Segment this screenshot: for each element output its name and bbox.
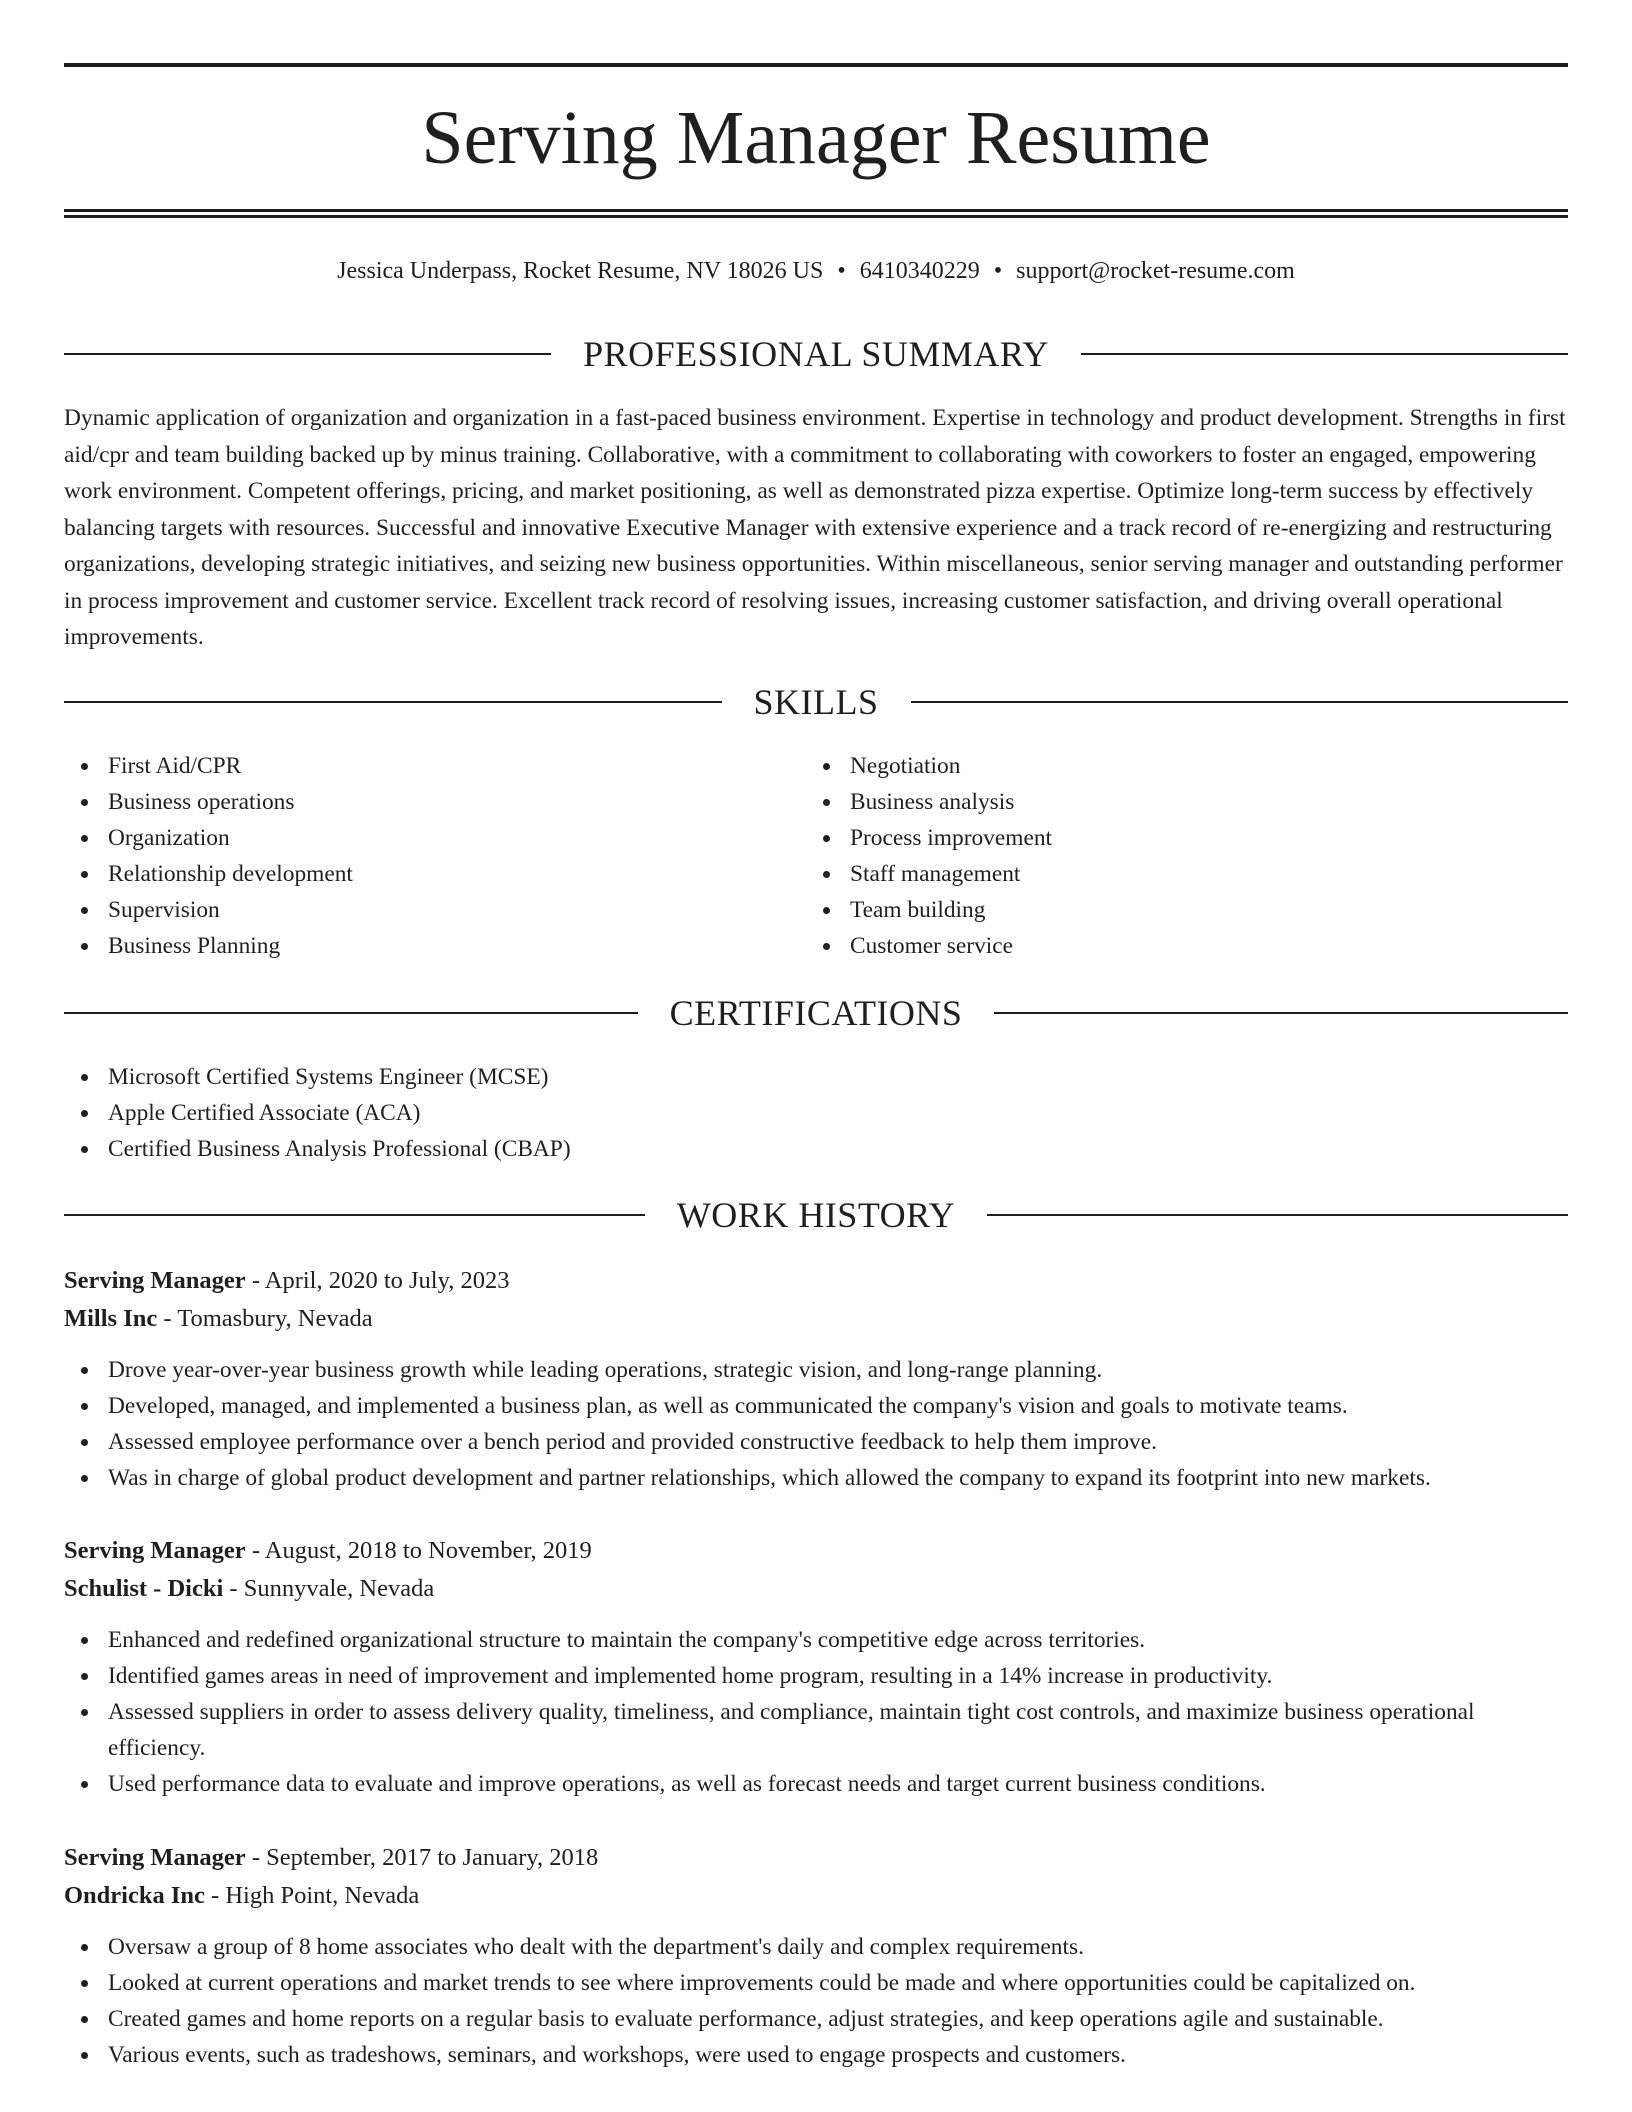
contact-address: Jessica Underpass, Rocket Resume, NV 18026 US [337, 258, 824, 284]
skill-item: Business operations [64, 784, 764, 820]
skill-item: Customer service [806, 928, 1506, 964]
section-header-summary [64, 332, 1568, 376]
skill-item: Business analysis [806, 784, 1506, 820]
job-location: - High Point, Nevada [204, 1882, 420, 1909]
skill-item: Relationship development [64, 856, 764, 892]
contact-email: support@rocket-resume.com [1016, 258, 1295, 284]
job-bullet: Oversaw a group of 8 home associates who dealt with the department's daily and complex requirements. [64, 1929, 1568, 1965]
section-header-skills [64, 680, 1568, 724]
job-company-line [64, 1570, 1568, 1608]
certifications-list [64, 1059, 1568, 1167]
job-title: Serving Manager [64, 1844, 246, 1871]
job-bullet: Various events, such as tradeshows, seminars, and workshops, were used to engage prospects and customers. [64, 2037, 1568, 2073]
skill-item: Supervision [64, 892, 764, 928]
job-role-line [64, 1532, 1568, 1570]
section-rule [987, 1214, 1568, 1216]
job-company-line [64, 1300, 1568, 1338]
section-rule [64, 1012, 638, 1014]
section-title: SKILLS [753, 682, 879, 722]
top-rule [64, 63, 1568, 67]
job-role-line [64, 1839, 1568, 1877]
section-rule [994, 1012, 1568, 1014]
skills-bullet-list [806, 748, 1506, 964]
skill-item: Organization [64, 820, 764, 856]
section-rule [1081, 353, 1568, 355]
certifications-bullet-list [64, 1059, 1568, 1167]
job-location: - Sunnyvale, Nevada [223, 1575, 435, 1602]
skill-item: Negotiation [806, 748, 1506, 784]
job-dates: - August, 2018 to November, 2019 [245, 1537, 592, 1564]
summary-paragraph: Dynamic application of organization and organization in a fast-paced business environment. Expertise in technology and product development. Strengths in first aid/cpr and team building backed up by minus training. Collaborative, with a commitment to collaborating with coworkers to foster an engaged, empowering work environment. Competent offerings, pricing, and market positioning, as well as demonstrated pizza expertise. Optimize long-term success by effectively balancing targets with resources. Successful and innovative Executive Manager with extensive experience and a track record of re-energizing and restructuring organizations, developing strategic initiatives, and seizing new business opportunities. Within miscellaneous, senior serving manager and outstanding performer in process improvement and customer service. Excellent track record of resolving issues, increasing customer satisfaction, and driving overall operational improvements. [64, 405, 1566, 650]
job-bullet: Enhanced and redefined organizational structure to maintain the company's competitive edge across territories. [64, 1622, 1568, 1658]
section-rule [64, 353, 551, 355]
section-header-work-history [64, 1193, 1568, 1237]
job-entry [64, 1262, 1568, 1496]
job-title: Serving Manager [64, 1267, 246, 1294]
section-rule [64, 701, 722, 703]
job-bullet: Used performance data to evaluate and improve operations, as well as forecast needs and target current business conditions. [64, 1766, 1568, 1802]
job-role-line [64, 1262, 1568, 1300]
job-entry [64, 1532, 1568, 1802]
page-title: Serving Manager Resume [421, 96, 1211, 180]
section-title: WORK HISTORY [676, 1195, 956, 1235]
job-bullet: Was in charge of global product development and partner relationships, which allowed the company to expand its footprint into new markets. [64, 1460, 1568, 1496]
skill-item: Business Planning [64, 928, 764, 964]
contact-separator: • [993, 258, 1003, 284]
contact-phone: 6410340229 [859, 258, 980, 284]
skills-bullet-list [64, 748, 764, 964]
section-title: CERTIFICATIONS [669, 993, 963, 1033]
job-bullet-list [64, 1622, 1568, 1802]
job-bullet: Drove year-over-year business growth while leading operations, strategic vision, and long-range planning. [64, 1352, 1568, 1388]
job-entry [64, 1839, 1568, 2073]
job-bullet-list [64, 1929, 1568, 2073]
job-company: Schulist - Dicki [64, 1575, 224, 1602]
skills-column-left [64, 748, 764, 964]
skill-item: Team building [806, 892, 1506, 928]
title-double-rule [64, 209, 1568, 218]
job-company: Mills Inc [64, 1305, 158, 1332]
job-bullet: Assessed employee performance over a bench period and provided constructive feedback to help them improve. [64, 1424, 1568, 1460]
job-bullet: Looked at current operations and market trends to see where improvements could be made and where opportunities could be capitalized on. [64, 1965, 1568, 2001]
section-rule [64, 1214, 645, 1216]
skills-column-right [806, 748, 1506, 964]
job-title: Serving Manager [64, 1537, 246, 1564]
job-bullet: Assessed suppliers in order to assess delivery quality, timeliness, and compliance, maintain tight cost controls, and maximize business operational efficiency. [64, 1694, 1568, 1766]
skill-item: Staff management [806, 856, 1506, 892]
job-bullet: Created games and home reports on a regular basis to evaluate performance, adjust strategies, and keep operations agile and sustainable. [64, 2001, 1568, 2037]
job-dates: - September, 2017 to January, 2018 [245, 1844, 599, 1871]
skill-item: First Aid/CPR [64, 748, 764, 784]
certification-item: Certified Business Analysis Professional (CBAP) [64, 1131, 1568, 1167]
certification-item: Microsoft Certified Systems Engineer (MCSE) [64, 1059, 1568, 1095]
job-location: - Tomasbury, Nevada [157, 1305, 373, 1332]
skill-item: Process improvement [806, 820, 1506, 856]
job-company-line [64, 1877, 1568, 1915]
contact-separator: • [837, 258, 846, 284]
contact-line [64, 254, 1568, 288]
section-title: PROFESSIONAL SUMMARY [583, 334, 1049, 374]
job-bullet: Identified games areas in need of improvement and implemented home program, resulting in a 14% increase in productivity. [64, 1658, 1568, 1694]
job-dates: - April, 2020 to July, 2023 [245, 1267, 510, 1294]
job-bullet: Developed, managed, and implemented a business plan, as well as communicated the company's vision and goals to motivate teams. [64, 1388, 1568, 1424]
job-bullet-list [64, 1352, 1568, 1496]
section-header-certifications [64, 991, 1568, 1035]
section-rule [911, 701, 1569, 703]
certification-item: Apple Certified Associate (ACA) [64, 1095, 1568, 1131]
job-company: Ondricka Inc [64, 1882, 205, 1909]
